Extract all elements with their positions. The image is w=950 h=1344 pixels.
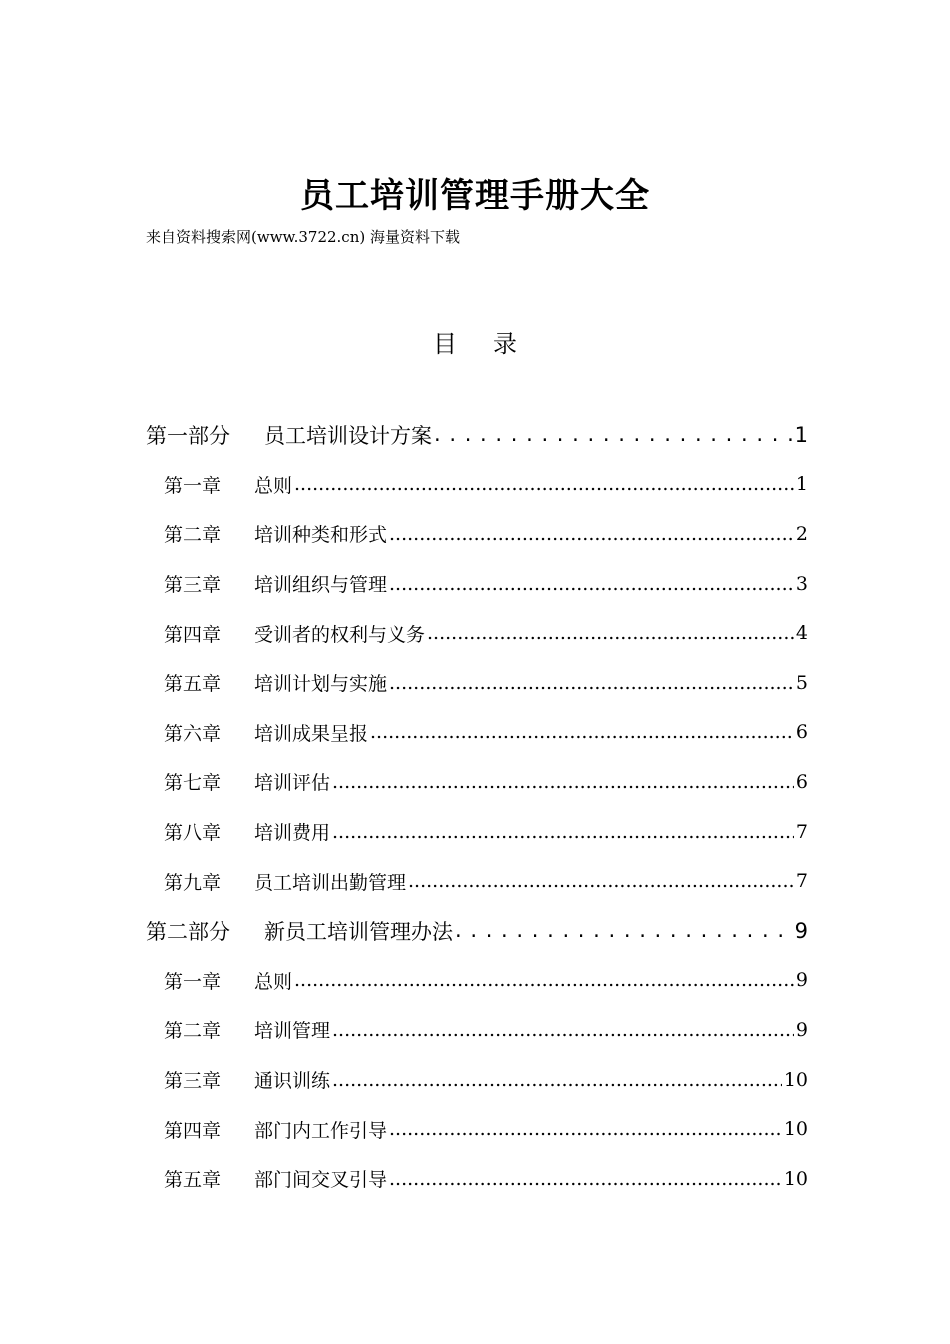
dot-leader — [332, 1069, 782, 1091]
toc-entry-page: 2 — [795, 522, 808, 545]
toc-entry-page: 5 — [795, 671, 808, 694]
toc-entry-page: 1 — [794, 422, 808, 447]
toc-entry-chapter[interactable] — [146, 1055, 808, 1105]
toc-entry-title: 培训评估 — [254, 772, 331, 795]
toc-entry-chapter[interactable] — [146, 708, 808, 758]
toc-entry-number: 第四章 — [164, 623, 222, 646]
source-line: 来自资料搜索网(www.3722.cn) 海量资料下载 — [146, 228, 460, 246]
dot-leader — [389, 523, 794, 545]
document-title: 员工培训管理手册大全 — [300, 176, 650, 216]
toc-entry-number: 第一章 — [164, 970, 222, 993]
toc-entry-chapter[interactable] — [146, 757, 808, 807]
toc-entry-number: 第一部分 — [146, 423, 230, 448]
dot-leader — [455, 920, 793, 942]
toc-entry-page: 10 — [783, 1167, 808, 1190]
dot-leader — [389, 1168, 782, 1190]
toc-entry-title: 培训成果呈报 — [254, 722, 369, 745]
dot-leader — [408, 870, 794, 892]
dot-leader — [332, 771, 794, 793]
toc-entry-number: 第三章 — [164, 1070, 222, 1093]
toc-entry-page: 6 — [795, 770, 808, 793]
toc-entry-number: 第四章 — [164, 1119, 222, 1142]
toc-entry-number: 第五章 — [164, 1169, 222, 1192]
toc-entry-chapter[interactable] — [146, 559, 808, 609]
toc-entry-page: 9 — [795, 1018, 808, 1041]
toc-heading — [0, 326, 950, 362]
toc-entry-title: 通识训练 — [254, 1070, 331, 1093]
table-of-contents — [146, 410, 808, 1204]
toc-entry-title: 员工培训设计方案 — [264, 423, 432, 448]
toc-entry-title: 受训者的权利与义务 — [254, 623, 426, 646]
toc-entry-chapter[interactable] — [146, 856, 808, 906]
toc-entry-chapter[interactable] — [146, 1104, 808, 1154]
toc-entry-title: 部门内工作引导 — [254, 1119, 388, 1142]
dot-leader — [332, 821, 794, 843]
toc-entry-page: 4 — [795, 622, 808, 645]
toc-entry-page: 1 — [795, 473, 808, 496]
toc-entry-chapter[interactable] — [146, 608, 808, 658]
toc-entry-title: 部门间交叉引导 — [254, 1169, 388, 1192]
toc-entry-chapter[interactable] — [146, 460, 808, 510]
toc-entry-number: 第三章 — [164, 574, 222, 597]
toc-entry-page: 9 — [794, 918, 808, 943]
toc-entry-title: 培训种类和形式 — [254, 524, 388, 547]
toc-heading-char: 录 — [493, 330, 517, 358]
toc-entry-title: 培训管理 — [254, 1020, 331, 1043]
toc-entry-page: 3 — [795, 572, 808, 595]
toc-entry-number: 第二部分 — [146, 919, 230, 944]
toc-entry-chapter[interactable] — [146, 1154, 808, 1204]
toc-entry-number: 第七章 — [164, 772, 222, 795]
dot-leader — [427, 622, 794, 644]
toc-entry-number: 第五章 — [164, 673, 222, 696]
toc-entry-part[interactable] — [146, 410, 808, 460]
dot-leader — [294, 473, 794, 495]
dot-leader — [370, 721, 794, 743]
toc-entry-page: 7 — [795, 820, 808, 843]
dot-leader — [389, 1118, 782, 1140]
toc-heading-char: 目 — [433, 330, 457, 358]
dot-leader — [389, 672, 794, 694]
toc-entry-title: 新员工培训管理办法 — [264, 919, 453, 944]
toc-entry-chapter[interactable] — [146, 956, 808, 1006]
dot-leader — [434, 424, 793, 446]
toc-entry-page: 9 — [795, 969, 808, 992]
dot-leader — [332, 1019, 794, 1041]
toc-entry-number: 第八章 — [164, 822, 222, 845]
toc-entry-number: 第九章 — [164, 871, 222, 894]
toc-entry-page: 10 — [783, 1118, 808, 1141]
toc-entry-number: 第二章 — [164, 524, 222, 547]
dot-leader — [389, 573, 794, 595]
toc-entry-chapter[interactable] — [146, 1005, 808, 1055]
toc-entry-number: 第二章 — [164, 1020, 222, 1043]
dot-leader — [294, 969, 794, 991]
toc-entry-page: 7 — [795, 870, 808, 893]
toc-entry-title: 培训费用 — [254, 822, 331, 845]
toc-entry-part[interactable] — [146, 906, 808, 956]
toc-entry-title: 培训计划与实施 — [254, 673, 388, 696]
toc-entry-title: 培训组织与管理 — [254, 574, 388, 597]
toc-entry-title: 总则 — [254, 474, 293, 497]
toc-entry-number: 第六章 — [164, 722, 222, 745]
toc-entry-page: 10 — [783, 1068, 808, 1091]
toc-entry-page: 6 — [795, 721, 808, 744]
toc-entry-title: 员工培训出勤管理 — [254, 871, 407, 894]
toc-entry-chapter[interactable] — [146, 658, 808, 708]
toc-entry-number: 第一章 — [164, 474, 222, 497]
toc-entry-chapter[interactable] — [146, 509, 808, 559]
toc-entry-title: 总则 — [254, 970, 293, 993]
toc-entry-chapter[interactable] — [146, 807, 808, 857]
